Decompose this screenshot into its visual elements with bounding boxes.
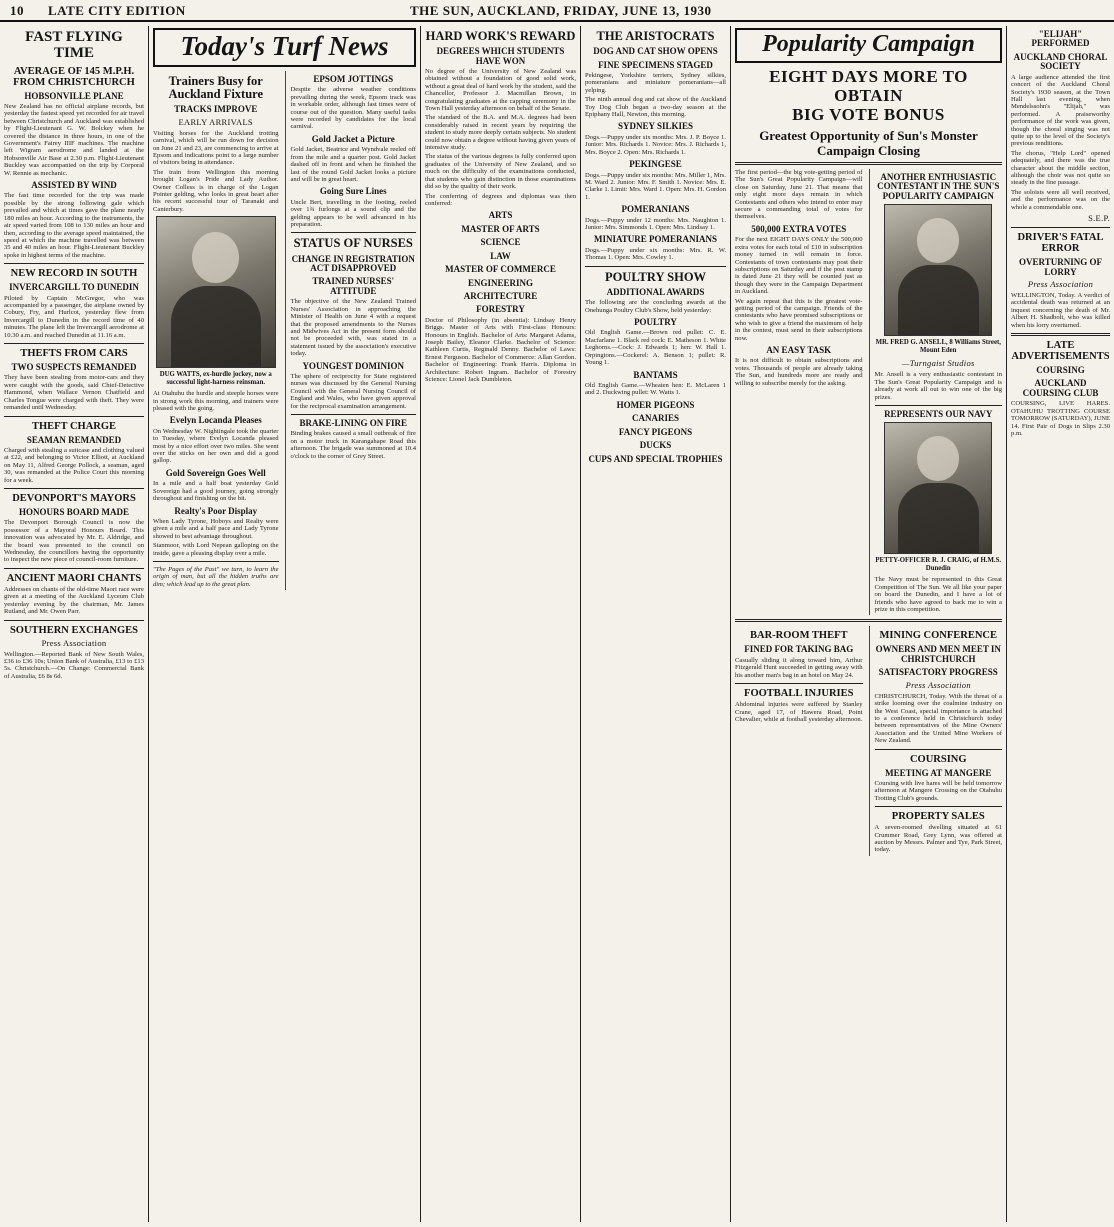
subhead-gold-jacket: Gold Jacket a Picture <box>311 133 395 144</box>
divider <box>4 488 144 489</box>
headline-represents-navy: REPRESENTS OUR NAVY <box>884 408 993 419</box>
jockey-photo <box>156 216 276 368</box>
section-homer-pigeons: HOMER PIGEONS <box>616 399 695 410</box>
newspaper-title: THE SUN, AUCKLAND, FRIDAY, JUNE 13, 1930 <box>410 3 712 18</box>
headline-devonport: DEVONPORT'S MAYORS <box>12 492 136 504</box>
article-text: Old English Game.—Brown red pullet: C. E. Macfarlane 1. Black red cock: E. Matheson 1. White Leghorns.—Cock: J. Edwards 1; hen: W. Hall 1. Orpingtons.—Cockerel: A. Benson 1; pullet: R. Young 1. <box>585 329 726 367</box>
headline-brake-lining: BRAKE-LINING ON FIRE <box>299 418 407 428</box>
byline: Press Association <box>1027 278 1094 289</box>
article-text: Visiting horses for the Auckland trotting carnival, which will be run down for decision on June 21 and 23, are commencing to arrive at Epsom and indications point to a large number of visitors being in attendance. <box>153 129 279 167</box>
article-text: Binding brakes caused a small outbreak of fire on a motor truck in Karangahape Road this afternoon. The brigade was summoned at 10.4 o'clock to the corner of Grey Street. <box>290 430 416 460</box>
ad-coursing-club: AUCKLAND COURSING CLUB <box>1022 378 1099 398</box>
article-text: Dogs.—Puppy under six months: Mrs. Miller 1, Mrs. M. Ward 2. Junior: Mrs. F. Smith 1. Novice: Mrs. E. Clarke 1. Limit: Mrs. Ward 1. Open: Mrs. H. Gordon 1. <box>585 171 726 201</box>
divider <box>4 263 144 264</box>
article-text: At Otahuhu the hurdle and steeple horses were in strong work this morning, and trainers were pleased with the going. <box>153 390 279 412</box>
article-text: The Navy must be represented in this Great Competition of The Sun. We all like your paper on board the Dunedin, and I have a lot of friends who have agreed to back me to win a prize in this competition. <box>874 576 1002 613</box>
article-text: Old English Game.—Wheaten hen: E. McLaren 1 and 2. Duckwing pullet: W. Watts 1. <box>585 381 726 397</box>
headline-another-contestant: ANOTHER ENTHUSIASTIC CONTESTANT IN THE SUN'S POPULARITY CAMPAIGN <box>877 172 1000 201</box>
article-text: The first period—the big vote-getting period of The Sun's Great Popularity Campaign—will close on Saturday, June 21. That means that only eight more days remain in which Contestants and others who intend to enter may secure a commanding total of votes for themselves. <box>735 169 863 221</box>
section-sydney-silkies: SYDNEY SILKIES <box>618 121 693 132</box>
byline: Press Association <box>41 637 107 648</box>
section-master-arts: MASTER OF ARTS <box>461 223 540 234</box>
article-text: The objective of the New Zealand Trained Nurses' Association in approaching the Minister of Health on June 4 with a request that the proposed amendments to the Nurses and Midwives Act in the present form should not be proceeded with, was stated in a statement issued by the association's executive today. <box>290 298 416 358</box>
signature: S.E.P. <box>1088 213 1110 224</box>
subhead-nurses-attitude: TRAINED NURSES' ATTITUDE <box>312 276 395 296</box>
subhead-additional-awards: ADDITIONAL AWARDS <box>606 286 705 297</box>
section-arts: ARTS <box>488 210 513 221</box>
subhead-average-speed: AVERAGE OF 145 M.P.H. FROM CHRISTCHURCH <box>13 65 135 88</box>
headline-thefts: THEFTS FROM CARS <box>20 348 128 360</box>
subhead-easy-task: AN EASY TASK <box>766 344 832 355</box>
article-text: Abdominal injuries were suffered by Stanley Crane, aged 17, of Hawera Road, Point Chevalier, while at football yesterday afternoon. <box>735 701 863 723</box>
column-2 <box>148 26 420 1222</box>
subhead-gold-sovereign: Gold Sovereign Goes Well <box>165 467 266 478</box>
headline-aristocrats: THE ARISTOCRATS <box>596 29 715 43</box>
subhead-early-arrivals: EARLY ARRIVALS <box>178 116 253 127</box>
subhead-fine-specimens: FINE SPECIMENS STAGED <box>598 59 713 70</box>
turf-news-banner: Today's Turf News <box>153 28 416 67</box>
article-text: New Zealand has no official airplane records, but yesterday the fastest speed yet recorded for air travel between Christchurch and Auckland was established by Flight-Lieutenant G. W. Bolckey when he covered the distance in three hours, in one of the Government's Fairey IIIF machines. The machine left Wigram aerodrome and landed at the Hobsonville Air Base at 2.30 p.m. Flight-Lieutenant Buckley was accompanied on the trip by Corporal W. Rennie as mechanic. <box>4 102 144 177</box>
article-text: The Devonport Borough Council is now the possessor of a Mayoral Honours Board. This innovation was advocated by Mr. E. Aldridge, and the board was presented to the council on Wednesday, the councillors having the opportunity to inspect the new piece of council-room furniture. <box>4 519 144 564</box>
subhead-realty: Realty's Poor Display <box>174 505 258 516</box>
section-commerce: MASTER OF COMMERCE <box>445 264 556 275</box>
edition-label: LATE CITY EDITION <box>48 3 186 18</box>
subhead-honours-board: HONOURS BOARD MADE <box>18 507 129 517</box>
article-text: On Wednesday W. Nightingale took the quarter to Tuesday, where Evelyn Locanda pleased most by a nice effort over two miles. She went over the sticks on her own and did a good gallop. <box>153 427 279 465</box>
article-text: The fast time recorded for the trip was made possible by the strong following gale which prevailed and which at times gave the plane nearly 180 miles an hour. According to the instruments, the air speed varied from 108 to 130 miles an hour and then, according to the average speed maintained, the speed at which the machine travelled was between 35 and 40 miles an hour. Flight-Lieutenant Buckley spoke in highest terms of the machine. <box>4 192 144 259</box>
byline: Press Association <box>905 679 971 690</box>
headline-new-record: NEW RECORD IN SOUTH <box>10 268 138 280</box>
headline-poultry-show: POULTRY SHOW <box>604 269 707 284</box>
headline-fatal-error: DRIVER'S FATAL ERROR <box>1017 232 1104 255</box>
section-bantams: BANTAMS <box>633 369 678 380</box>
divider <box>875 806 1003 807</box>
divider <box>1011 333 1110 336</box>
headline-greatest-opportunity: Greatest Opportunity of Sun's Monster Campaign Closing <box>759 128 978 158</box>
divider <box>735 619 1002 622</box>
photo-caption: DUG WATTS, ex-hurdle jockey, now a successful light-harness reinsman. <box>159 371 272 387</box>
subhead-hobsonville: HOBSONVILLE PLANE <box>24 90 124 101</box>
contestant-photo <box>884 204 992 336</box>
article-text: The chorus, "Help Lord" opened adequately, and there was the true character about the middle section, although the choir was not quite so steady in the fine passage. <box>1011 149 1110 187</box>
popularity-banner: Popularity Campaign <box>735 28 1002 63</box>
article-text: No degree of the University of New Zealand was obtained without a foundation of good solid work, without a great deal of hard work by the student, said the Chancellor, Professor J. Macmillan Brown, in congratulating graduates at the capping ceremony in the Town Hall yesterday afternoon on behalf of the Senate. <box>425 68 576 113</box>
subhead-coursing: COURSING <box>1036 365 1085 376</box>
headline-late-ads: LATE ADVERTISEMENTS <box>1011 340 1110 363</box>
section-ducks: DUCKS <box>639 440 672 451</box>
article-text: The soloists were all well received, and the performance was on the whole a commendable one. <box>1011 188 1110 211</box>
petty-officer-photo <box>884 422 992 554</box>
section-fancy-pigeons: FANCY PIGEONS <box>618 426 693 437</box>
section-poultry: POULTRY <box>634 317 677 328</box>
headline-mining-conference: MINING CONFERENCE <box>879 630 998 642</box>
section-architecture: ARCHITECTURE <box>463 290 538 301</box>
article-text: Mr. Ansell is a very enthusiastic contestant in The Sun's Great Popularity Campaign and is already at work all out to win one of the big prizes. <box>874 371 1002 401</box>
divider <box>4 568 144 569</box>
article-text: Charged with stealing a suitcase and clothing valued at £22, and belonging to Victor Elliott, at Auckland on May 11, Alfred George Pollock, a seaman, aged 30, was remanded at the Police Court this morning for a week. <box>4 446 144 484</box>
article-text: The ninth annual dog and cat show of the Auckland Toy Dog Club began a two-day season at the Epiphany Hall, Newton, this morning. <box>585 96 726 119</box>
subhead-invercargill: INVERCARGILL TO DUNEDIN <box>9 282 139 293</box>
divider <box>4 620 144 621</box>
subhead-going-sure: Going Sure Lines <box>319 186 387 197</box>
article-text: The conferring of degrees and diplomas was then conferred: <box>425 192 576 207</box>
divider <box>735 683 863 684</box>
article-text: Doctor of Philosophy (in absentia): Lindsay Henry Briggs. Master of Arts with First-class Honours: Honours in English. Bachelor of Arts: Margaret Adams, Joseph Bailey, Eleanor Clarke. Bachelor of Science: Kathleen Curtis, Reginald Denny. Bachelor of Laws: Ernest Ferguson. Bachelor of Commerce: Allan Gordon. Bachelor of Engineering: Frank Harris. Diploma in Architecture: Robert Ingram. Bachelor of Forestry Science: Lionel Jack Dumbleton. <box>425 316 576 384</box>
headline-property-sales: PROPERTY SALES <box>891 811 985 823</box>
headline-hard-work: HARD WORK'S REWARD <box>425 29 576 43</box>
headline-status-nurses: STATUS OF NURSES <box>293 236 413 251</box>
headline-maori-chants: ANCIENT MAORI CHANTS <box>6 572 142 584</box>
section-miniature-poms: MINIATURE POMERANIANS <box>593 234 718 245</box>
column-3 <box>420 26 580 1222</box>
divider <box>1011 227 1110 228</box>
poem-text: "The Pages of the Past" we turn, to learn the origin of man, but all the hidden truths are dim; which lead up to the great plan. <box>153 565 279 588</box>
article-text: In a mile and a half boat yesterday Gold Sovereign had a good journey, going strongly throughout and finishing on the bit. <box>153 480 279 503</box>
divider <box>4 416 144 417</box>
article-text: It is not difficult to obtain subscriptions and votes. Thousands of people are already taking The Sun, and hundreds more are ready and willing to subscribe merely for the asking. <box>735 357 863 387</box>
section-cups-trophies: CUPS AND SPECIAL TROPHIES <box>588 453 723 464</box>
article-text: A large audience attended the first concert of the Auckland Choral Society's 1930 season, at the Town Hall last evening, when Mendelssohn's "Elijah," was performed. A praiseworthy performance of the work was given, though the choral singing was not quite up to the level of the Society's previous renditions. <box>1011 73 1110 148</box>
section-pekingese: PEKINGESE <box>629 159 682 170</box>
section-law: LAW <box>490 250 511 261</box>
article-text: They have been stealing from motor-cars and they were caught with the goods, said Chief-Detective Hammond, when Wallace Vernon Chatfield and Charles Tongue were charged with theft. They were remanded until Wednesday. <box>4 374 144 412</box>
column-6 <box>1006 26 1114 1222</box>
article-text: The sphere of reciprocity for State registered nurses was discussed by the General Nursing Council with the General Nursing Council of England and Wales, who have given approval for the reciprocal examination arrangement. <box>290 372 416 410</box>
masthead <box>0 0 1114 22</box>
subhead-lorry: OVERTURNING OF LORRY <box>1019 257 1102 277</box>
subhead-fined: FINED FOR TAKING BAG <box>744 644 854 655</box>
section-canaries: CANARIES <box>631 413 679 424</box>
divider <box>291 414 417 415</box>
divider <box>735 162 1002 165</box>
photo-caption: PETTY-OFFICER R. J. CRAIG, of H.M.S. Dunedin <box>875 557 1002 573</box>
article-text: Dogs.—Puppy under six months: Mrs. J. P. Boyce 1. Junior: Mrs. Richards 1. Novice: Mrs. J. Richards 1, Mrs. Boyce 2. Open: Mrs. Richards 1. <box>585 133 726 156</box>
headline-vote-bonus: BIG VOTE BONUS <box>792 105 945 124</box>
article-text: The standard of the B.A. and M.A. degrees had been considerably raised in recent years by requiring the student to study more deeply certain subjects. No student could now obtain a degree without having given years of intensive study. <box>425 114 576 152</box>
article-text: CHRISTCHURCH, Today. With the threat of a strike looming over the coalmine industry on the West Coast, special importance is attached to a conference held in Christchurch today between representatives of the Mine Owners' Association and the United Mine Workers of New Zealand. <box>874 692 1002 745</box>
section-science: SCIENCE <box>480 237 521 248</box>
subhead-owners-men: OWNERS AND MEN MEET IN CHRISTCHURCH <box>875 644 1001 664</box>
article-text: A seven-roomed dwelling situated at 61 Crummer Road, Grey Lynn, was offered at auction by Messrs. Palmer and Tye, Park Street, today. <box>874 824 1002 854</box>
article-text: Despite the adverse weather conditions prevailing during the week, Epsom track was in workable order, although fast times were of course out of the question. Many useful tasks were recorded by candidates for the local carnival. <box>290 86 416 131</box>
column-4 <box>580 26 730 1222</box>
subhead-tracks-improve: TRACKS IMPROVE <box>174 104 258 115</box>
subhead-assisted-wind: ASSISTED BY WIND <box>31 180 117 191</box>
headline-trainers-busy: Trainers Busy for Auckland Fixture <box>168 74 264 102</box>
article-text: The train from Wellington this morning brought Logan's Pride and Lady Author. Owner Colless is in charge of the Logan Pointer gelding, who looks in great heart after his recent successful tour of Taranaki and Canterbury. <box>153 168 279 213</box>
column-5 <box>730 26 1006 1222</box>
divider <box>153 561 279 562</box>
photo-caption: MR. FRED G. ANSELL, 8 Williams Street, Mount Eden <box>875 339 1001 355</box>
section-pomeranians: POMERANIANS <box>621 204 690 215</box>
divider <box>291 232 417 233</box>
article-text: For the next EIGHT DAYS ONLY the 500,000 extra votes for each total of £10 in subscription money turned in will remain in force. Contestants of town contestants may post their subscriptions on Saturday and if the post stamp is dated June 21 they will be counted just as though they were in the Campaign Department in Auckland. <box>735 236 863 296</box>
article-text: Addresses on chants of the old-time Maori race were given at a meeting of the Auckland Lyceum Club yesterday evening by the chairman, Mr. James Rutland, and Mr. Owen Parr. <box>4 585 144 616</box>
subhead-youngest-dominion: YOUNGEST DOMINION <box>302 360 405 371</box>
page-number: 10 <box>10 3 24 18</box>
headline-bar-room-theft: BAR-ROOM THEFT <box>749 630 848 642</box>
headline-fast-flying: FAST FLYING TIME <box>25 29 123 61</box>
article-text: Casually sliding it along toward him, Arthur Fitzgerald Hunt succeeded in getting away with his another man's bag in an hotel on May 24. <box>735 656 863 679</box>
subhead-mangere: MEETING AT MANGERE <box>885 767 992 778</box>
divider <box>875 405 1003 406</box>
headline-southern-exchanges: SOUTHERN EXCHANGES <box>9 624 139 636</box>
subhead-suspects: TWO SUSPECTS REMANDED <box>11 362 137 373</box>
subhead-registration: CHANGE IN REGISTRATION ACT DISAPPROVED <box>291 253 415 273</box>
article-text: Wellington.—Reported Bank of New South Wales, £36 to £36 10s; Union Bank of Australia, £13 to £13 5s. Christchurch.—On Change: Commercial Bank of Australia, £6 8s 6d. <box>4 650 144 680</box>
subhead-degrees: DEGREES WHICH STUDENTS HAVE WON <box>436 46 565 66</box>
photo-credit: —Turngaist Studios <box>901 358 975 369</box>
article-text: Stanmoor, with Lord Nepean galloping on the inside, gave a pleasing display over a mile. <box>153 542 279 557</box>
divider <box>4 343 144 344</box>
article-text: We again repeat that this is the greatest vote-getting period of the campaign. Friends of the contestants who have promised subscriptions or who wish to give a friend the maximum of help in the contest, must send in their subscriptions now. <box>735 297 863 342</box>
subhead-satisfactory: SATISFACTORY PROGRESS <box>878 667 998 678</box>
article-text: Gold Jacket, Beatrice and Wyndvale reeled off from the mile and a quarter post. Gold Jacket dashed off in front and when he finished the last of the round Gold Jacket looks a picture and will be in great heart. <box>290 146 416 183</box>
section-forestry: FORESTRY <box>476 304 525 315</box>
article-text: The following are the concluding awards at the Onehunga Poultry Club's Show, held yesterday: <box>585 299 726 314</box>
subhead-extra-votes: 500,000 EXTRA VOTES <box>751 223 847 234</box>
section-engineering: ENGINEERING <box>467 277 533 288</box>
article-text: Piloted by Captain McGregor, who was accompanied by a passenger, the airplane owned by Cobury, Fry, and Hurlcot, yesterday flew from Invercargill to Dunedin in the record time of 40 minutes. The plane left the Invercargill aerodrome at 10.30 a.m. and reached Dunedin at 11.16 a.m. <box>4 294 144 339</box>
headline-theft-charge: THEFT CHARGE <box>31 420 117 432</box>
headline-elijah: "ELIJAH" PERFORMED <box>1031 29 1090 49</box>
headline-eight-days: EIGHT DAYS MORE TO OBTAIN <box>769 67 968 105</box>
article-text: When Lady Tyrone, Hoboys and Realty were given a mile and a half pace and Lady Tyrone showed to best advantage throughout. <box>153 517 279 540</box>
article-text: The status of the various degrees is fully conferred upon graduates of the University of New Zealand, and so much on the difficulty of the examinations conducted, that students who gain distinction in those examinations did so by the quality of their work. <box>425 153 576 191</box>
subhead-evelyn: Evelyn Locanda Pleases <box>169 415 262 426</box>
headline-epsom-jottings: EPSOM JOTTINGS <box>313 74 394 84</box>
subhead-choral-society: AUCKLAND CHORAL SOCIETY <box>1013 51 1108 72</box>
divider <box>585 266 726 267</box>
article-text: Uncle Bert, travelling in the footing, reeled over 1¾ furlongs at a sound clip and the gelding appears to be well advanced in his preparation. <box>290 198 416 228</box>
article-text: WELLINGTON, Today. A verdict of accidental death was returned at an inquest concerning the death of Mr. Albert H. Shadbolt, who was killed when his lorry overturned. <box>1011 291 1110 329</box>
ad-text: COURSING, LIVE HARES. OTAHUHU TROTTING COURSE TOMORROW (SATURDAY), JUNE 14. First Pair of Dogs in Slips 2.30 p.m. <box>1011 400 1110 437</box>
article-text: Coursing with live hares will be held tomorrow afternoon at Mangere Crossing on the Otahuhu Trotting Club's grounds. <box>874 780 1002 802</box>
article-text: Dogs.—Puppy under 12 months: Mrs. Naughton 1. Junior: Mrs. Simmonds 1. Open: Mrs. Lindsay 1. <box>585 216 726 231</box>
headline-football-injuries: FOOTBALL INJURIES <box>744 688 854 700</box>
divider <box>875 749 1003 750</box>
subhead-seaman: SEAMAN REMANDED <box>26 434 122 445</box>
headline-coursing: COURSING <box>909 753 967 765</box>
article-text: Dogs.—Puppy under six months: Mrs. R. W. Thomas 1. Open: Mrs. Cowley 1. <box>585 246 726 262</box>
subhead-dog-cat-show: DOG AND CAT SHOW OPENS <box>593 46 718 57</box>
column-1 <box>0 26 148 1222</box>
article-text: Pekingese, Yorkshire terriers, Sydney silkies, pomeranians and miniature pomeranians—all yelping. <box>585 72 726 94</box>
